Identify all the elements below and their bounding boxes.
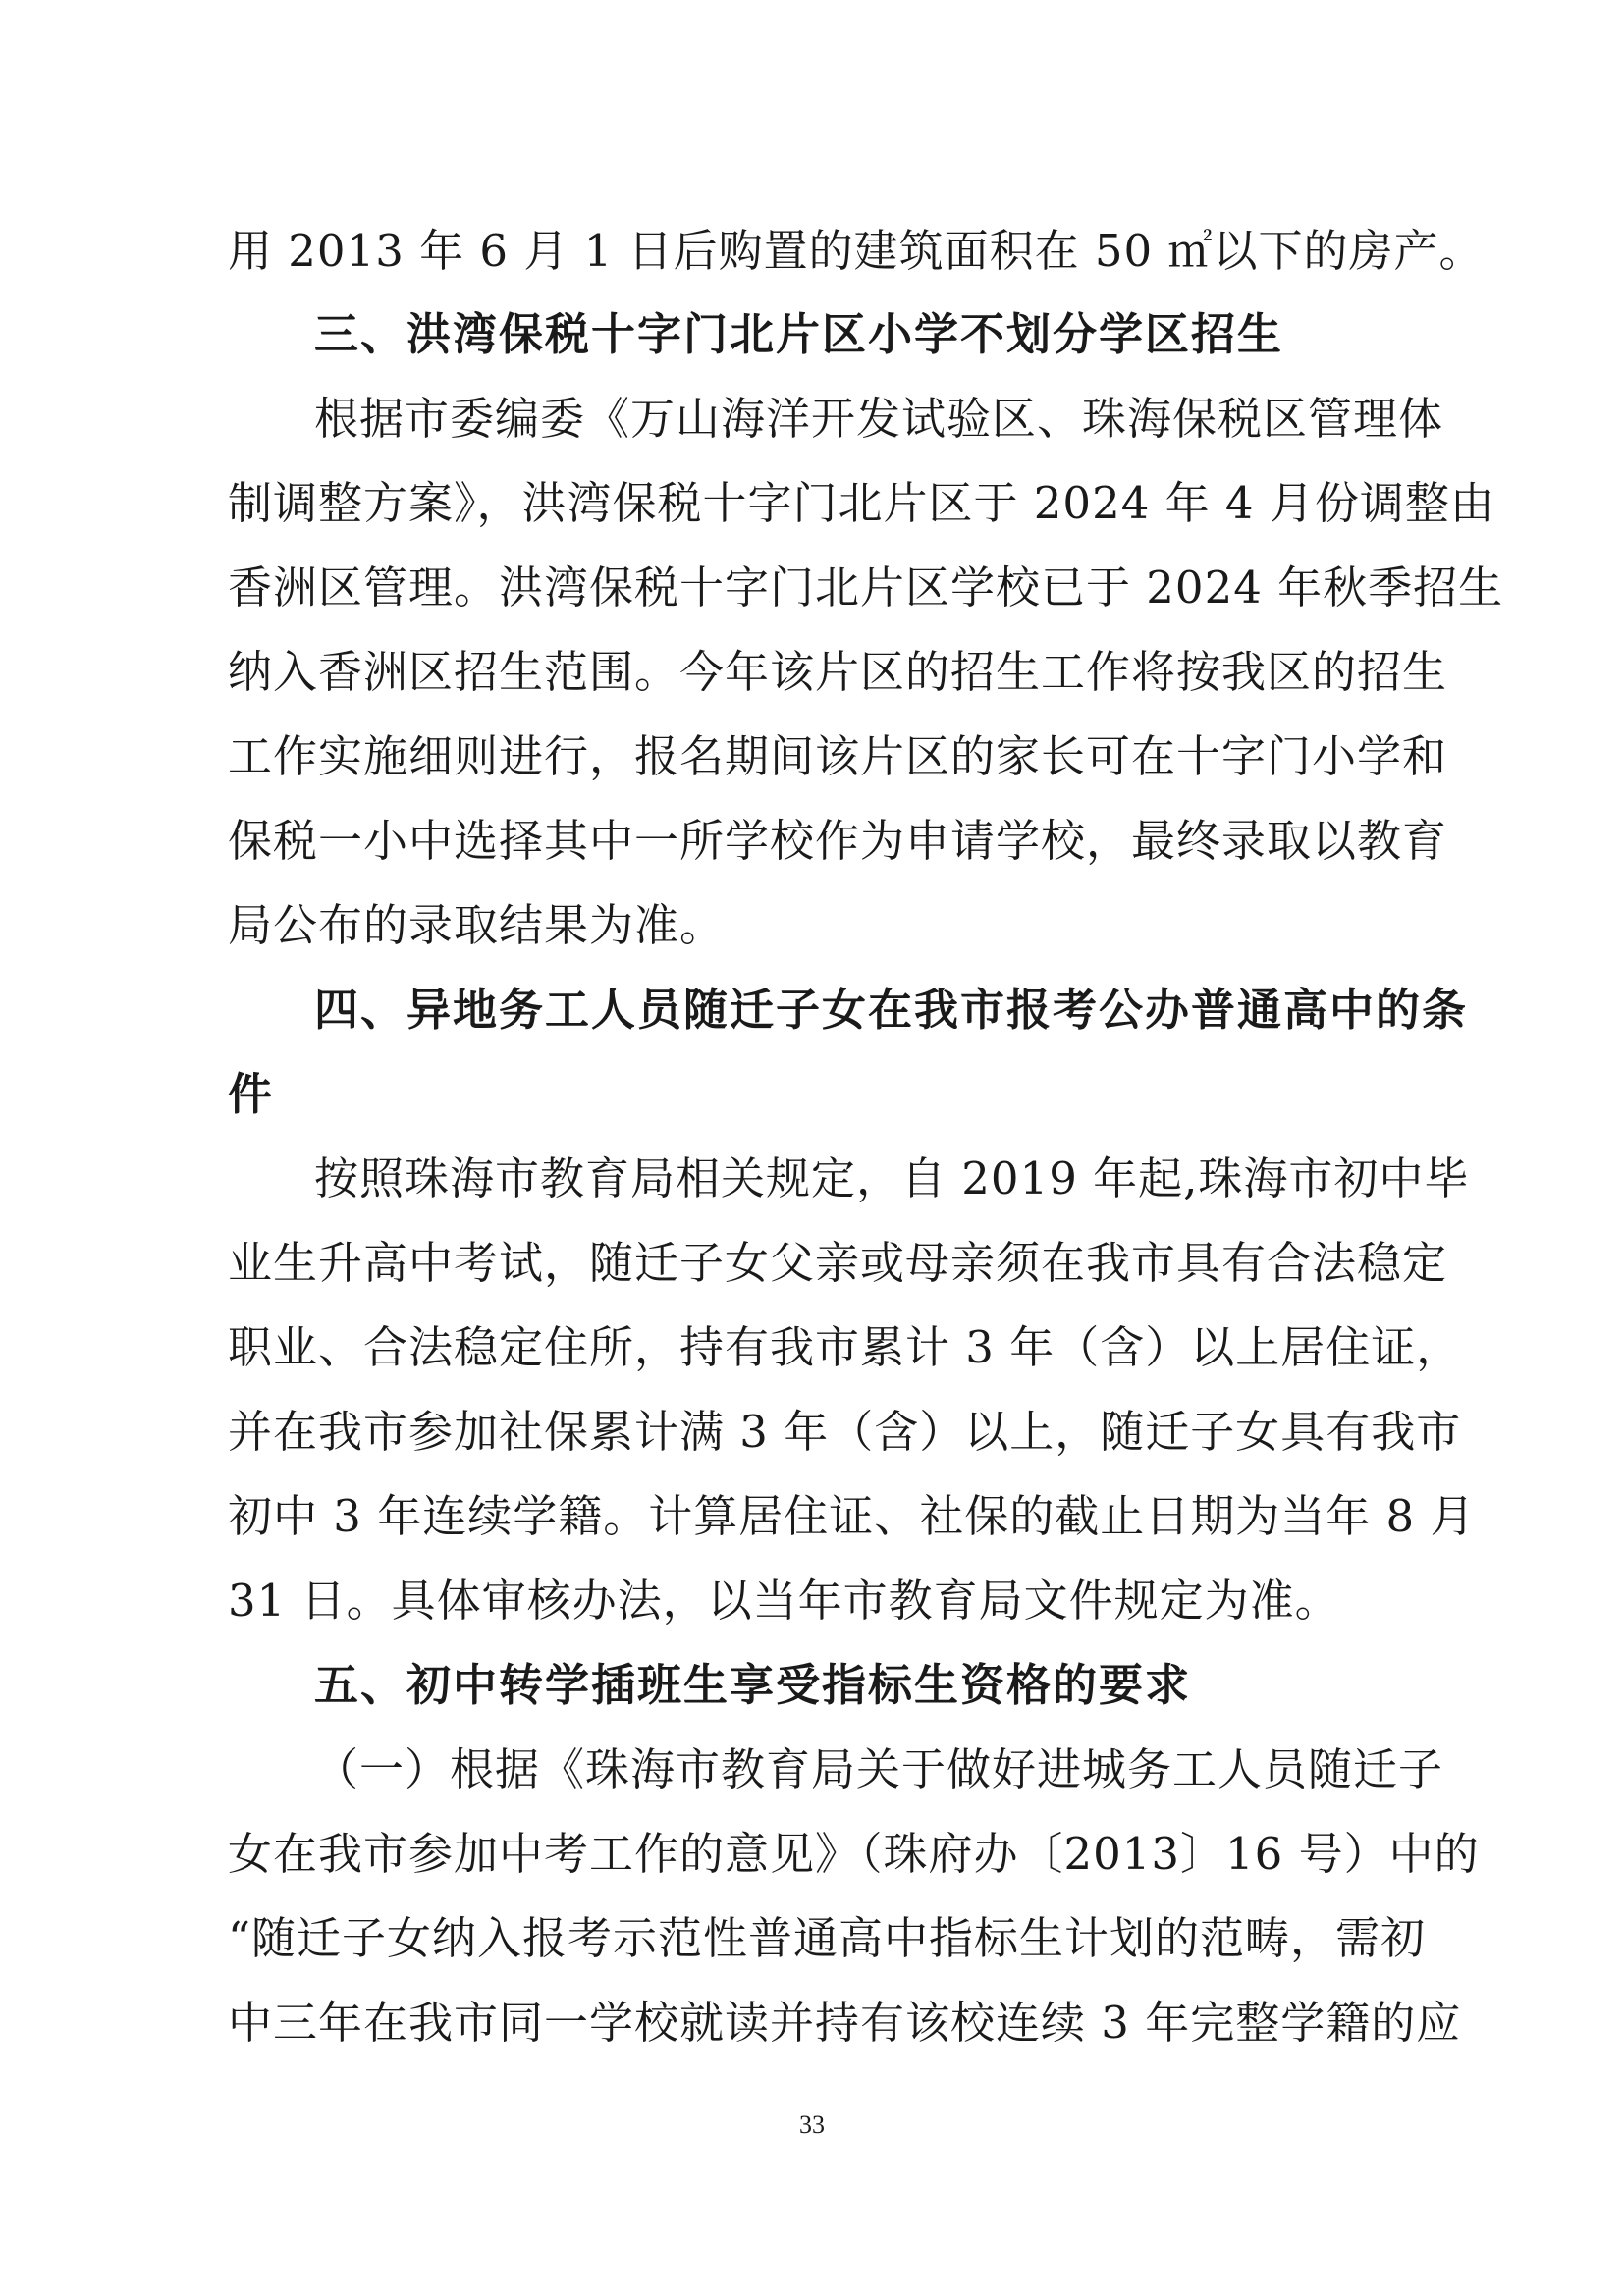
body-line-22: 中三年在我市同一学校就读并持有该校连续 3 年完整学籍的应 — [228, 1997, 1462, 2049]
page-number: 33 — [799, 2110, 825, 2139]
body-line-7: 工作实施细则进行，报名期间该片区的家长可在十字门小学和 — [228, 730, 1448, 782]
section-heading-4-cont: 件 — [228, 1068, 275, 1120]
body-line-4: 制调整方案》，洪湾保税十字门北片区于 2024 年 4 月份调整由 — [228, 477, 1495, 529]
body-line-1: 用 2013 年 6 月 1 日后购置的建筑面积在 50 ㎡以下的房产。 — [228, 225, 1485, 277]
body-line-17: 31 日。具体审核办法，以当年市教育局文件规定为准。 — [228, 1575, 1340, 1627]
body-line-21: “随迁子女纳入报考示范性普通高中指标生计划的范畴，需初 — [228, 1912, 1427, 1964]
body-line-19: （一）根据《珠海市教育局关于做好进城务工人员随迁子 — [314, 1743, 1444, 1795]
body-line-5: 香洲区管理。洪湾保税十字门北片区学校已于 2024 年秋季招生 — [228, 561, 1504, 614]
body-line-12: 按照珠海市教育局相关规定，自 2019 年起,珠海市初中毕 — [314, 1152, 1470, 1204]
body-line-9: 局公布的录取结果为准。 — [228, 899, 726, 951]
body-line-13: 业生升高中考试，随迁子女父亲或母亲须在我市具有合法稳定 — [228, 1237, 1448, 1289]
body-line-16: 初中 3 年连续学籍。计算居住证、社保的截止日期为当年 8 月 — [228, 1490, 1476, 1542]
body-line-20: 女在我市参加中考工作的意见》（珠府办〔2013〕16 号）中的 — [228, 1828, 1480, 1880]
body-line-14: 职业、合法稳定住所，持有我市累计 3 年（含）以上居住证， — [228, 1321, 1462, 1373]
section-heading-4: 四、异地务工人员随迁子女在我市报考公办普通高中的条 — [314, 984, 1469, 1036]
body-line-8: 保税一小中选择其中一所学校作为申请学校，最终录取以教育 — [228, 815, 1448, 867]
section-heading-3: 三、洪湾保税十字门北片区小学不划分学区招生 — [314, 308, 1284, 360]
body-line-6: 纳入香洲区招生范围。今年该片区的招生工作将按我区的招生 — [228, 646, 1448, 698]
body-line-15: 并在我市参加社保累计满 3 年（含）以上，随迁子女具有我市 — [228, 1406, 1462, 1458]
section-heading-5: 五、初中转学插班生享受指标生资格的要求 — [314, 1659, 1192, 1711]
body-line-3: 根据市委编委《万山海洋开发试验区、珠海保税区管理体 — [314, 393, 1444, 445]
